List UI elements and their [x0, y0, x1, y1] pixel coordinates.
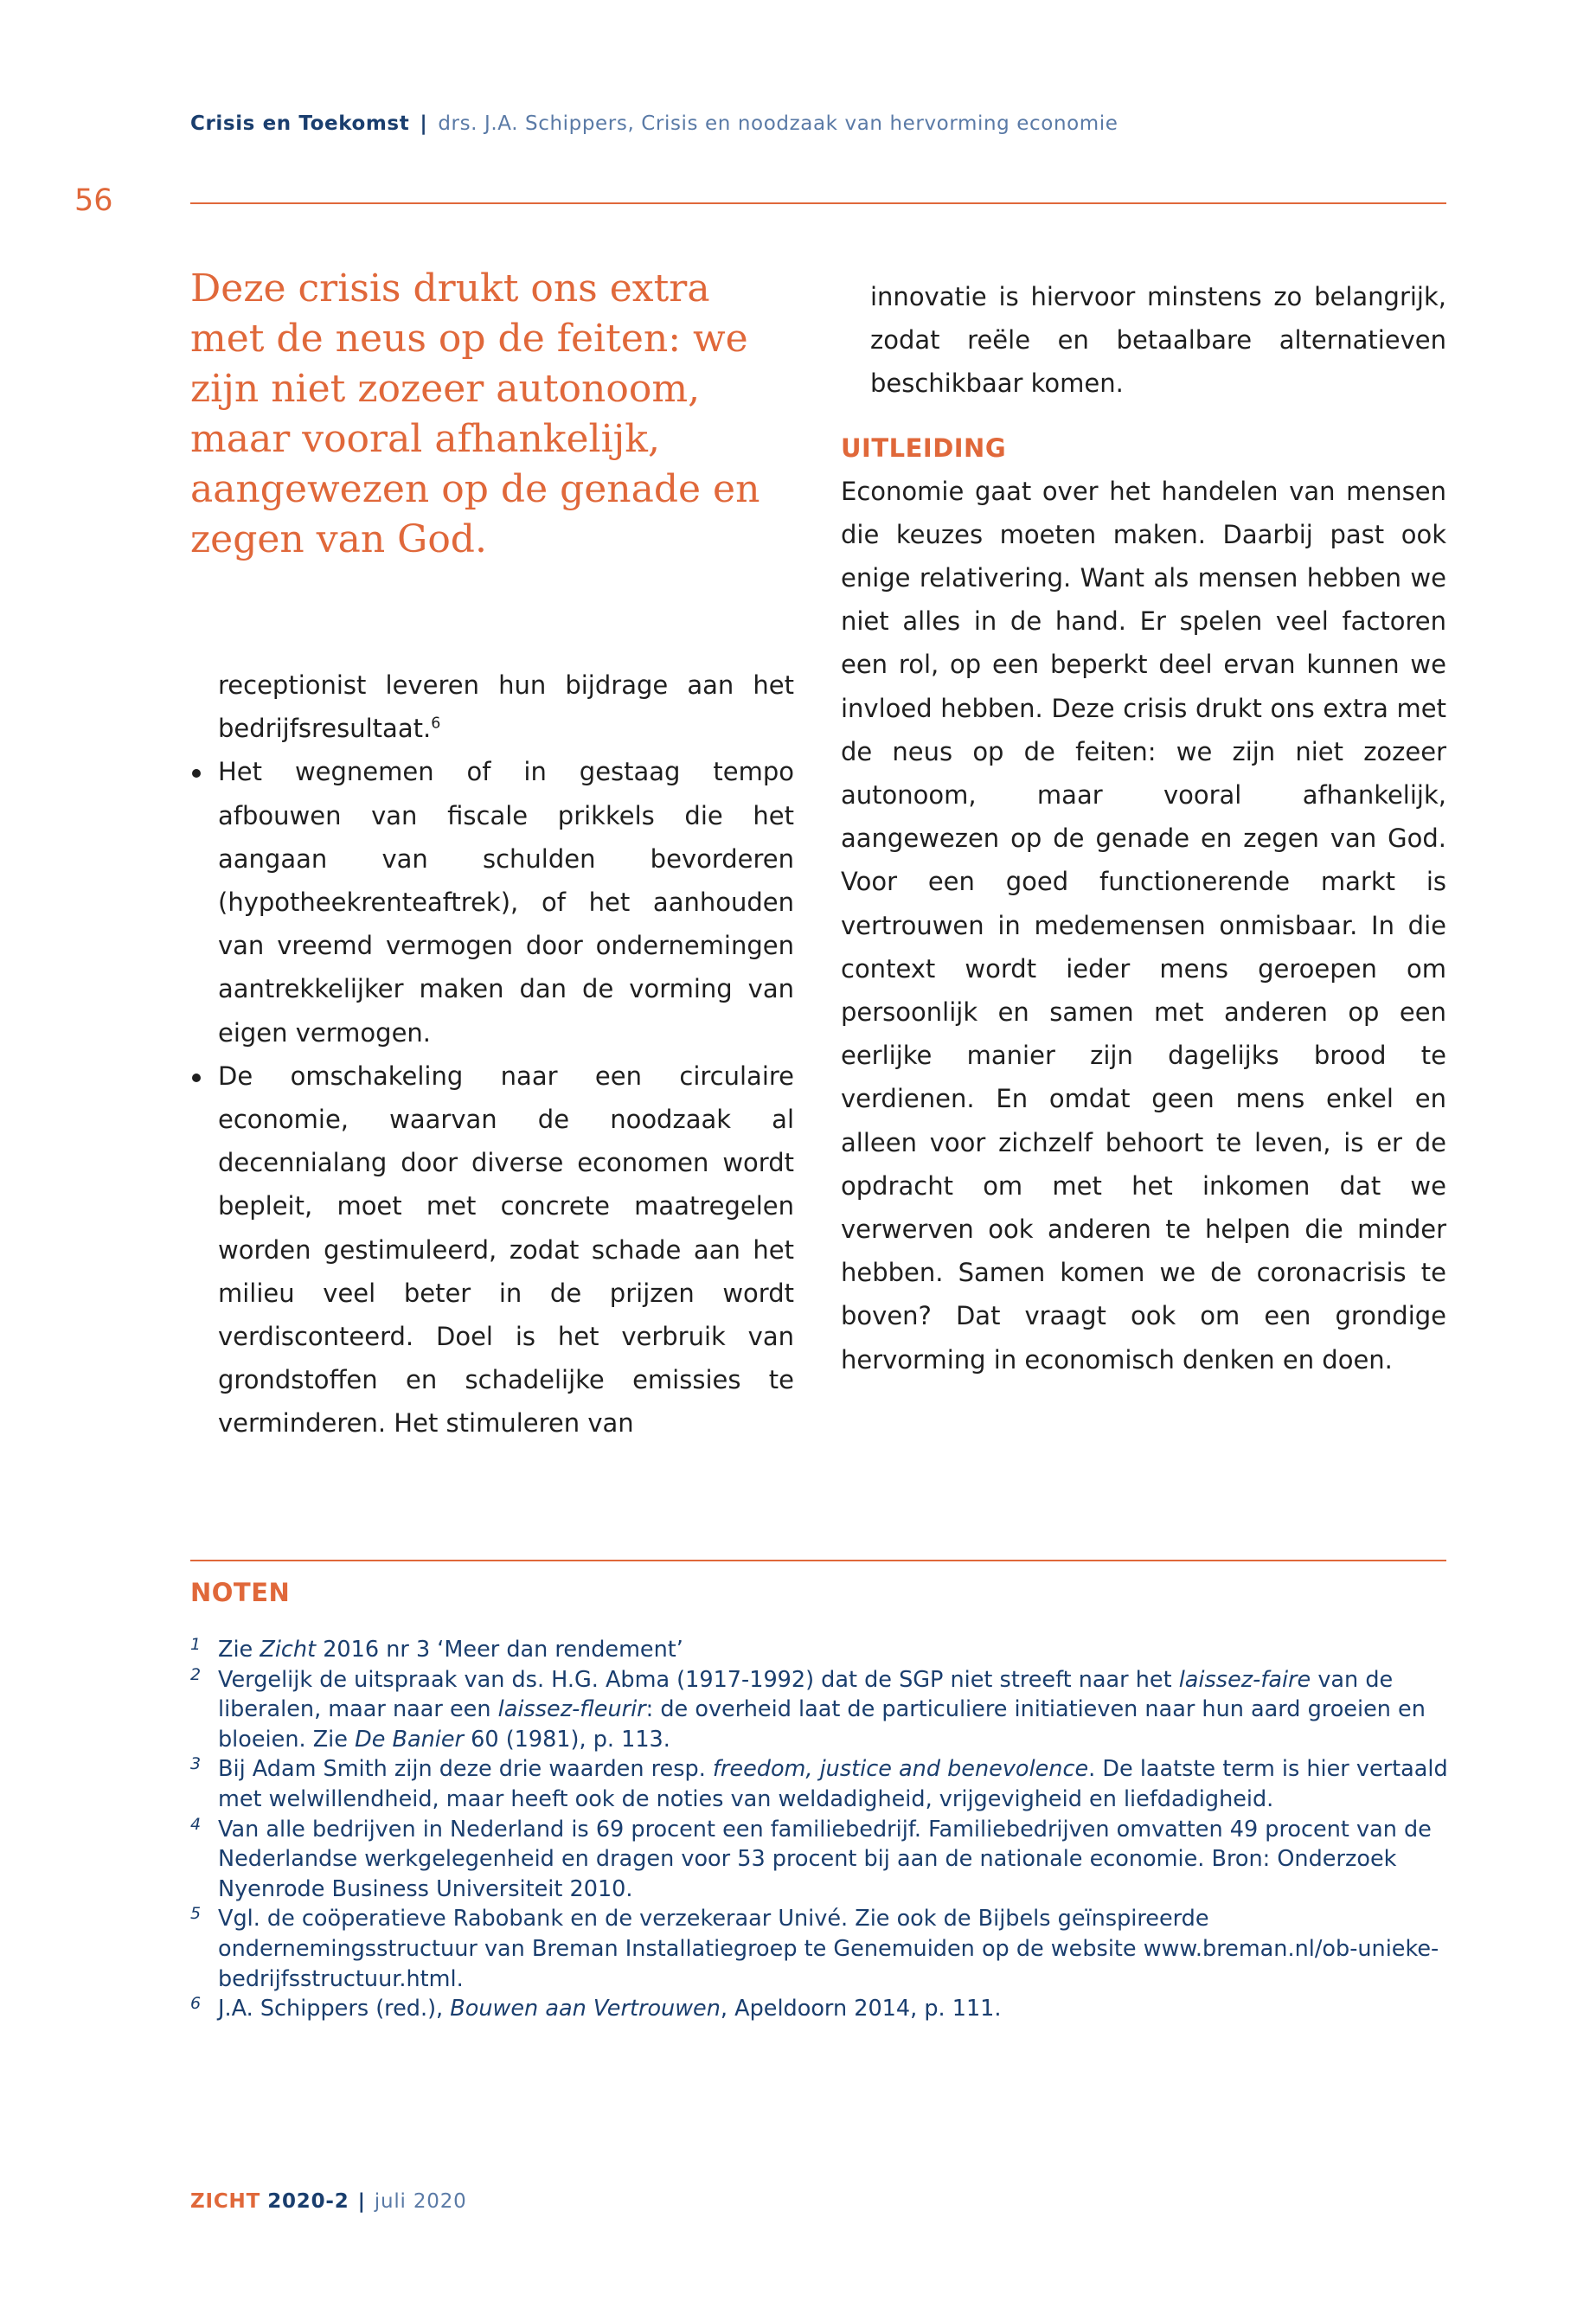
left-column — [190, 663, 794, 1445]
section-heading: UITLEIDING — [841, 433, 1007, 463]
notes-title: NOTEN — [190, 1578, 291, 1607]
body-paragraph: Economie gaat over het handelen van mensen die keuzes moeten maken. Daarbij past ook enige relativering. Want als mensen hebben we niet alles in de hand. Er spelen veel factoren een rol, op een beperkt deel ervan kunnen we invloed hebben. Deze crisis drukt ons extra met de neus op de feiten: we zijn niet zozeer autonoom, maar vooral afhankelijk, aangewezen op de genade en zegen van God. Voor een goed functionerende markt is vertrouwen in medemensen onmisbaar. In die context wordt ieder mens geroepen om persoonlijk en samen met anderen op een eerlijke manier zijn dagelijks brood te verdienen. En omdat geen mens enkel en alleen voor zichzelf behoort te leven, is er de opdracht om met het inkomen dat we verwerven ook anderen te helpen die minder hebben. Samen komen we de coronacrisis te boven? Dat vraagt ook om een grondige hervorming in economisch denken en doen. — [841, 476, 1446, 1375]
footnote-text: J.A. Schippers (red.), — [218, 1996, 451, 2022]
bullet-dot-icon — [192, 769, 201, 778]
bullet-dot-icon — [192, 1074, 201, 1082]
footnote-text: Vergelijk de uitspraak van ds. H.G. Abma (1917-1992) dat de SGP niet streeft naar het — [218, 1666, 1179, 1693]
notes-divider — [190, 1560, 1446, 1561]
journal-section: Crisis en Toekomst — [190, 112, 410, 135]
footnote-italic-text: laissez-fleurir — [497, 1696, 646, 1723]
notes-list — [190, 1635, 1453, 2024]
right-continuation-paragraph: innovatie is hiervoor minstens zo belangrijk, zodat reële en betaalbare alternatieven beschikbaar komen. — [870, 282, 1446, 399]
bullet-list — [190, 750, 794, 1445]
footnote-text: Bij Adam Smith zijn deze drie waarden resp. — [218, 1756, 713, 1783]
continuation-text: receptionist leveren hun bijdrage aan het bedrijfsresultaat. — [218, 670, 794, 744]
footnote-text: : de overheid laat de particuliere initiatieven naar hun aard groeien en bloeien. Zie — [218, 1696, 1426, 1753]
footnote-italic-text: Zicht — [260, 1637, 317, 1663]
bullet-text: De omschakeling naar een circulaire economie, waarvan de noodzaak al decennialang door diverse economen wordt bepleit, moet met concrete maatregelen worden gestimuleerd, zodat schade aan het milieu veel beter in de prijzen wordt verdisconteerd. Doel is het verbruik van grondstoffen en schadelijke emissies te verminderen. Het stimuleren van — [218, 1061, 794, 1439]
article-title: drs. J.A. Schippers, Crisis en noodzaak van hervorming economie — [438, 112, 1118, 135]
footnote-item — [190, 1665, 1453, 1755]
footnote-item — [190, 1994, 1453, 2024]
footnote-number: 4 — [190, 1814, 202, 1834]
top-divider — [190, 202, 1446, 204]
footer-separator: | — [357, 2190, 366, 2213]
footnote-italic-text: De Banier — [355, 1726, 465, 1753]
footnote-item — [190, 1635, 1453, 1665]
footer-brand: ZICHT — [190, 2190, 261, 2213]
right-column — [841, 275, 1446, 1381]
footnote-text: , Apeldoorn 2014, p. 111. — [720, 1996, 1002, 2022]
footnote-item — [190, 1815, 1453, 1905]
footnote-item — [190, 1754, 1453, 1814]
footnote-italic-text: Bouwen aan Vertrouwen — [450, 1996, 721, 2022]
header-separator: | — [420, 112, 428, 135]
footnote-text: 60 (1981), p. 113. — [464, 1726, 670, 1753]
footnote-text: Van alle bedrijven in Nederland is 69 procent een familiebedrijf. Familiebedrijven omvatten 49 procent van de Nederlandse werkgelegenheid en dragen voor 53 procent bij aan de nationale economie. Bron: Onderzoek Nyenrode Business Universiteit 2010. — [218, 1816, 1432, 1902]
footnote-italic-text: laissez-faire — [1178, 1666, 1311, 1693]
footnote-number: 2 — [190, 1664, 202, 1684]
left-continuation-paragraph — [190, 663, 794, 750]
pull-quote: Deze crisis drukt ons extra met de neus op de feiten: we zijn niet zozeer autonoom, maar vooral afhankelijk, aangewezen op de genade en zegen van God. — [190, 266, 760, 561]
footnote-text: Vgl. de coöperatieve Rabobank en de verzekeraar Univé. Zie ook de Bijbels geïnspireerde ondernemingsstructuur van Breman Installatiegroep te Genemuiden op de website www.breman.nl/ob-unieke-bedrijfsstructuur.html. — [218, 1906, 1439, 1992]
footnote-number: 1 — [190, 1635, 202, 1654]
running-header — [190, 112, 1118, 135]
footnote-number: 6 — [190, 1994, 202, 2014]
footnote-number: 3 — [190, 1754, 202, 1774]
page-footer — [190, 2190, 467, 2213]
footnote-item — [190, 1904, 1453, 1994]
footer-date: juli 2020 — [374, 2190, 467, 2213]
page-number: 56 — [74, 183, 113, 218]
footer-issue: 2020-2 — [267, 2190, 349, 2213]
footnote-text: 2016 nr 3 ‘Meer dan rendement’ — [316, 1637, 683, 1663]
bullet-text: Het wegnemen of in gestaag tempo afbouwen van fiscale prikkels die het aangaan van schulden bevorderen (hypotheekrenteaftrek), of het aanhouden van vreemd vermogen door ondernemingen aantrekkelijker maken dan de vorming van eigen vermogen. — [218, 757, 794, 1048]
footnote-text: van de liberalen, maar naar een — [218, 1666, 1394, 1723]
bullet-item — [190, 1054, 794, 1445]
footnote-ref: 6 — [431, 715, 441, 733]
footnote-italic-text: freedom, justice and benevolence — [712, 1756, 1089, 1783]
footnote-number: 5 — [190, 1904, 202, 1924]
bullet-item — [190, 750, 794, 1054]
footnote-text: . De laatste term is hier vertaald met welwillendheid, maar heeft ook de noties van weldadigheid, vrijgevigheid en liefdadigheid. — [218, 1756, 1448, 1812]
footnote-text: Zie — [218, 1637, 260, 1663]
